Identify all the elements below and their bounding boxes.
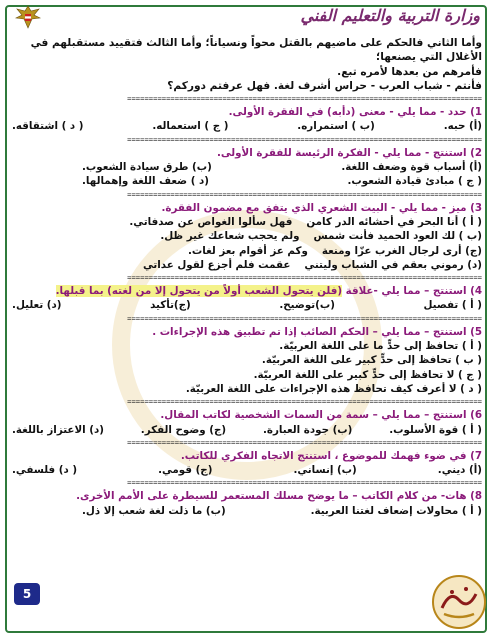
intro-line: وأما الثاني فالحكم على ماضيهم بالقتل محواً ونسياناً؛ وأما الثالث فتقييد مستقبلهم في الأغلال التي يصنعها؛ <box>30 37 482 64</box>
separator-line: ================================================================================== <box>127 134 482 144</box>
question-text: 8) هات- من كلام الكاتب – ما يوضح مسلك المستعمر للسيطرة على الأمم الأخرى. <box>76 490 482 503</box>
answer-option: (ب) طرق سيادة الشعوب. <box>82 161 212 174</box>
verse-row <box>12 229 482 243</box>
question-block <box>12 325 482 396</box>
verse-first-half: (ب ) لك العود الحميد فأنت شمس <box>313 230 482 243</box>
separator-line: ================================================================================== <box>127 189 482 199</box>
options-row <box>12 174 482 188</box>
separator-line: ================================================================================== <box>127 94 482 104</box>
options-row <box>12 119 482 133</box>
question-title <box>12 105 482 119</box>
answer-option: (ج) قومي. <box>158 464 213 477</box>
page-number-badge: 5 <box>14 583 40 605</box>
answer-option: ( ج ) لا تحافظ إلى حدٍّ كبير على اللغة العربيّة. <box>253 368 482 381</box>
question-text: 2) استنتج - مما يلي - الفكرة الرئيسة للفقرة الأولى. <box>216 146 482 159</box>
verse-first-half: (د) رموني بعقم في الشباب وليتني <box>304 258 482 271</box>
question-block <box>12 449 482 478</box>
question-block <box>12 105 482 134</box>
separator-line: ================================================================================== <box>127 313 482 323</box>
question-text: 7) في ضوء فهمك للموضوع ، استنتج الاتجاه الفكري للكاتب. <box>180 449 482 462</box>
question-text: 5) استنتج – مما يلي – الحكم الصائب إذا تم تطبيق هذه الإجراءات . <box>152 325 482 338</box>
question-block <box>12 284 482 313</box>
verse-row <box>12 215 482 229</box>
ministry-title: وزارة التربية والتعليم الفني <box>300 6 480 25</box>
answer-option: ( ج ) مبادئ قيادة الشعوب. <box>347 175 482 188</box>
eagle-emblem-icon <box>12 4 44 30</box>
answer-option: (ج)تأكيد <box>150 299 191 312</box>
answer-option: (د) تعليل. <box>12 299 62 312</box>
answer-option: ( أ ) قوة الأسلوب. <box>389 423 482 436</box>
answer-option: (ب ) استمراره. <box>297 120 375 133</box>
question-title <box>12 449 482 463</box>
question-title <box>12 201 482 215</box>
options-row <box>12 423 482 437</box>
verse-second-half: عقمت فلم أجزع لقول عداتي <box>142 258 291 271</box>
question-block <box>12 201 482 272</box>
options-row <box>12 298 482 312</box>
separator-line: ================================================================================== <box>127 273 482 283</box>
question-block <box>12 146 482 189</box>
question-title <box>12 408 482 422</box>
answer-option: (ج) وضوح الفكر. <box>140 423 227 436</box>
separator-line: ================================================================================== <box>127 397 482 407</box>
question-text: 3) ميز - مما يلي - البيت الشعري الذي يتفق مع مضمون الفقرة. <box>161 201 482 214</box>
answer-option: (د) الاعتزاز باللغة. <box>12 423 104 436</box>
intro-paragraph <box>12 36 482 93</box>
answer-option: (ب) جودة العبارة. <box>262 423 353 436</box>
question-title <box>12 284 482 298</box>
verse-second-half: ولم يحجب شعاعك غير ظل. <box>160 230 300 243</box>
question-title <box>12 489 482 503</box>
intro-line: فأمرهم من بعدها لأمره تبع. <box>337 65 482 78</box>
options-row <box>12 160 482 174</box>
options-row <box>12 504 482 518</box>
answer-option: ( د ) اشتقاقه. <box>12 120 84 133</box>
question-title <box>12 325 482 339</box>
separator-line: ================================================================================== <box>127 437 482 447</box>
verse-first-half: (ج) أرى لرجال الغرب عزّا ومنعة <box>321 244 482 257</box>
answer-option: (أ) حبه. <box>443 120 482 133</box>
questions-list <box>12 94 482 518</box>
question-block <box>12 408 482 437</box>
arabic-brand-logo-icon <box>430 572 488 632</box>
verse-second-half: وكم عز أقوام بعز لغات. <box>187 244 308 257</box>
highlighted-quote: (فلن يتحول الشعب أولاً من يتحول إلا من لغته) بما قبلها. <box>55 285 343 298</box>
question-text: 6) استنتج – مما يلي – سمة من السمات الشخصية لكاتب المقال. <box>160 409 482 422</box>
answer-option: (ب) ما ذلت لغة شعب إلا ذل. <box>82 504 226 517</box>
answer-option: (أ) ديني. <box>437 464 482 477</box>
answer-option: (أ) أسباب قوة وضعف اللغة. <box>341 161 482 174</box>
answer-option: ( أ ) تفصيل <box>423 299 482 312</box>
page-header <box>0 0 494 34</box>
verse-row <box>12 258 482 272</box>
answer-option: ( ج ) استعماله. <box>152 120 229 133</box>
question-block <box>12 489 482 518</box>
answer-option: ( د) فلسفي. <box>12 464 78 477</box>
options-row <box>12 463 482 477</box>
answer-option: (د ) ضعف اللغة وإهمالها. <box>82 175 209 188</box>
answer-option: ( أ ) محاولات إضعاف لغتنا العربية. <box>310 504 482 517</box>
verse-second-half: فهل سألوا الغواص عن صدفاتي. <box>129 215 293 228</box>
answer-option: (ب) إنساني. <box>293 464 357 477</box>
question-text: 1) حدد - مما يلي - معنى (دأبه) في الفقرة الأولى. <box>228 106 482 119</box>
separator-line: ================================================================================== <box>127 478 482 488</box>
question-text: 4) استنتج – مما يلي -علاقة <box>342 285 482 298</box>
answer-option: ( أ ) تحافظ إلى حدٍّ ما على اللغة العربيّة. <box>279 340 482 353</box>
verse-first-half: ( أ ) أنا البحر في أحشائه الدر كامن <box>306 215 482 228</box>
question-title <box>12 146 482 160</box>
intro-line: فأنتم - شباب العرب - حراس أشرف لغة. فهل عرفتم دوركم؟ <box>167 79 482 92</box>
worksheet-content <box>12 36 482 518</box>
answer-option: ( د ) لا أعرف كيف تحافظ هذه الإجراءات على اللغة العربيّة. <box>185 382 482 395</box>
answer-option: ( ب ) تحافظ إلى حدٍّ كبير على اللغة العربيّة. <box>261 354 482 367</box>
verse-row <box>12 244 482 258</box>
answer-option: (ب)توضيح. <box>279 299 335 312</box>
